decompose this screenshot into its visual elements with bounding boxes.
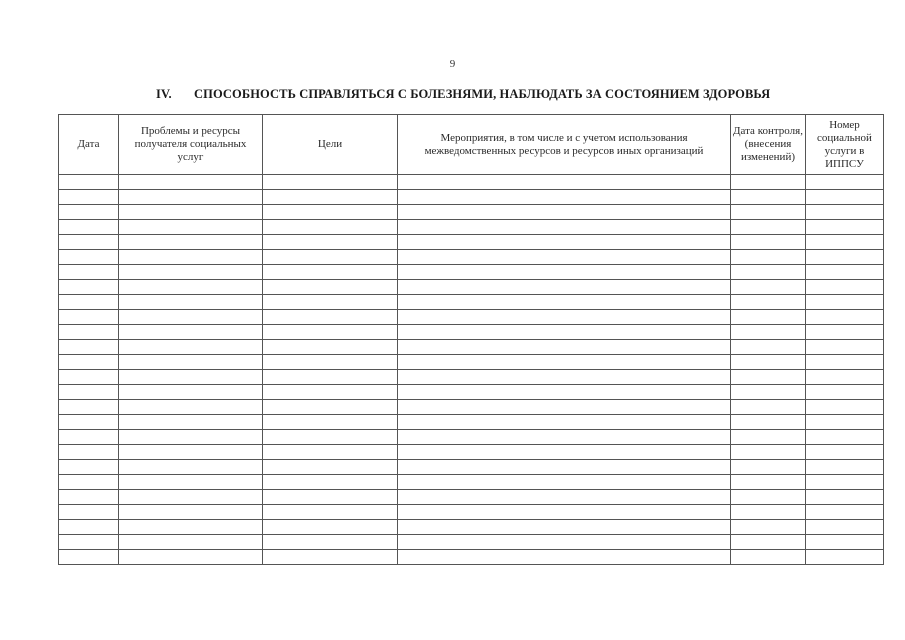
table-cell[interactable]: [806, 235, 884, 250]
table-cell[interactable]: [119, 355, 263, 370]
table-cell[interactable]: [731, 175, 806, 190]
table-cell[interactable]: [263, 310, 398, 325]
table-row: [59, 355, 884, 370]
table-cell[interactable]: [263, 490, 398, 505]
table-row: [59, 385, 884, 400]
table-cell[interactable]: [119, 505, 263, 520]
table-cell[interactable]: [731, 280, 806, 295]
column-header-control-date: Дата контроля, (внесения изменений): [731, 115, 806, 175]
table-cell[interactable]: [119, 520, 263, 535]
table-cell[interactable]: [806, 550, 884, 565]
table-cell[interactable]: [263, 190, 398, 205]
table-cell[interactable]: [59, 265, 119, 280]
table-cell[interactable]: [731, 370, 806, 385]
table-row: [59, 340, 884, 355]
table-cell[interactable]: [806, 415, 884, 430]
table-cell[interactable]: [263, 535, 398, 550]
table-cell[interactable]: [59, 445, 119, 460]
table-row: [59, 490, 884, 505]
table-cell[interactable]: [263, 520, 398, 535]
table-cell[interactable]: [263, 415, 398, 430]
table-cell[interactable]: [119, 385, 263, 400]
table-row: [59, 325, 884, 340]
table-cell[interactable]: [398, 355, 731, 370]
table-cell[interactable]: [398, 550, 731, 565]
table-cell[interactable]: [806, 370, 884, 385]
table-cell[interactable]: [59, 520, 119, 535]
table-cell[interactable]: [59, 190, 119, 205]
table-cell[interactable]: [263, 430, 398, 445]
table-cell[interactable]: [263, 370, 398, 385]
table-cell[interactable]: [119, 280, 263, 295]
table-cell[interactable]: [119, 535, 263, 550]
table-cell[interactable]: [263, 460, 398, 475]
table-row: [59, 400, 884, 415]
table-cell[interactable]: [59, 475, 119, 490]
table-cell[interactable]: [398, 415, 731, 430]
table-cell[interactable]: [806, 535, 884, 550]
table-cell[interactable]: [398, 310, 731, 325]
care-plan-table: [58, 114, 884, 565]
table-cell[interactable]: [263, 295, 398, 310]
table-cell[interactable]: [398, 370, 731, 385]
table-cell[interactable]: [59, 325, 119, 340]
table-cell[interactable]: [806, 430, 884, 445]
table-cell[interactable]: [731, 460, 806, 475]
table-cell[interactable]: [263, 355, 398, 370]
table-row: [59, 505, 884, 520]
table-cell[interactable]: [398, 295, 731, 310]
table-cell[interactable]: [119, 490, 263, 505]
table-row: [59, 175, 884, 190]
table-cell[interactable]: [806, 310, 884, 325]
table-cell[interactable]: [263, 475, 398, 490]
table-cell[interactable]: [119, 430, 263, 445]
table-cell[interactable]: [263, 325, 398, 340]
table-row: [59, 520, 884, 535]
table-cell[interactable]: [731, 295, 806, 310]
table-cell[interactable]: [59, 280, 119, 295]
table-cell[interactable]: [731, 220, 806, 235]
table-cell[interactable]: [398, 250, 731, 265]
table-cell[interactable]: [119, 325, 263, 340]
table-cell[interactable]: [59, 430, 119, 445]
table-cell[interactable]: [59, 490, 119, 505]
table-cell[interactable]: [119, 445, 263, 460]
table-cell[interactable]: [119, 205, 263, 220]
table-cell[interactable]: [263, 250, 398, 265]
table-cell[interactable]: [806, 295, 884, 310]
table-cell[interactable]: [398, 280, 731, 295]
table-cell[interactable]: [398, 265, 731, 280]
table-cell[interactable]: [731, 520, 806, 535]
table-cell[interactable]: [731, 310, 806, 325]
table-cell[interactable]: [59, 295, 119, 310]
table-cell[interactable]: [398, 445, 731, 460]
table-cell[interactable]: [59, 250, 119, 265]
table-cell[interactable]: [731, 235, 806, 250]
table-cell[interactable]: [119, 310, 263, 325]
table-cell[interactable]: [806, 355, 884, 370]
table-cell[interactable]: [119, 550, 263, 565]
table-cell[interactable]: [398, 205, 731, 220]
table-cell[interactable]: [731, 205, 806, 220]
table-cell[interactable]: [731, 535, 806, 550]
table-cell[interactable]: [731, 415, 806, 430]
table-row: [59, 535, 884, 550]
table-row: [59, 265, 884, 280]
table-cell[interactable]: [263, 400, 398, 415]
table-cell[interactable]: [398, 235, 731, 250]
column-header-date: Дата: [59, 115, 119, 175]
table-cell[interactable]: [731, 265, 806, 280]
table-cell[interactable]: [731, 430, 806, 445]
table-cell[interactable]: [731, 400, 806, 415]
table-cell[interactable]: [59, 340, 119, 355]
table-cell[interactable]: [59, 235, 119, 250]
table-cell[interactable]: [806, 490, 884, 505]
column-header-problems: Проблемы и ресурсы получателя социальных услуг: [119, 115, 263, 175]
column-header-service-number: Номер социальной услуги в ИППСУ: [806, 115, 884, 175]
table-cell[interactable]: [806, 250, 884, 265]
table-row: [59, 550, 884, 565]
table-cell[interactable]: [731, 505, 806, 520]
section-title: СПОСОБНОСТЬ СПРАВЛЯТЬСЯ С БОЛЕЗНЯМИ, НАБЛЮДАТЬ ЗА СОСТОЯНИЕМ ЗДОРОВЬЯ: [194, 87, 771, 101]
table-cell[interactable]: [398, 400, 731, 415]
table-cell[interactable]: [119, 340, 263, 355]
table-cell[interactable]: [263, 385, 398, 400]
section-number: IV.: [156, 87, 172, 101]
table-cell[interactable]: [263, 505, 398, 520]
table-cell[interactable]: [398, 490, 731, 505]
table-cell[interactable]: [59, 220, 119, 235]
table-cell[interactable]: [263, 445, 398, 460]
table-cell[interactable]: [59, 310, 119, 325]
table-row: [59, 475, 884, 490]
table-cell[interactable]: [59, 415, 119, 430]
table-cell[interactable]: [398, 475, 731, 490]
section-heading: [156, 87, 770, 102]
table-cell[interactable]: [59, 400, 119, 415]
table-row: [59, 445, 884, 460]
table-cell[interactable]: [806, 505, 884, 520]
table-cell[interactable]: [119, 415, 263, 430]
table-cell[interactable]: [263, 235, 398, 250]
table-cell[interactable]: [119, 235, 263, 250]
table-cell[interactable]: [398, 460, 731, 475]
table-cell[interactable]: [59, 460, 119, 475]
table-row: [59, 430, 884, 445]
table-cell[interactable]: [806, 190, 884, 205]
page-number: 9: [449, 58, 456, 70]
table-cell[interactable]: [263, 205, 398, 220]
table-cell[interactable]: [806, 325, 884, 340]
table-cell[interactable]: [398, 535, 731, 550]
table-cell[interactable]: [119, 370, 263, 385]
table-cell[interactable]: [119, 175, 263, 190]
table-cell[interactable]: [59, 370, 119, 385]
table-row: [59, 280, 884, 295]
table-cell[interactable]: [398, 175, 731, 190]
table-cell[interactable]: [398, 325, 731, 340]
table-cell[interactable]: [806, 340, 884, 355]
table-row: [59, 235, 884, 250]
table-cell[interactable]: [398, 190, 731, 205]
table-row: [59, 295, 884, 310]
table-cell[interactable]: [263, 265, 398, 280]
table-cell[interactable]: [731, 250, 806, 265]
table-cell[interactable]: [731, 190, 806, 205]
table-cell[interactable]: [59, 535, 119, 550]
table-header-row: [59, 115, 884, 175]
table-cell[interactable]: [398, 520, 731, 535]
table-cell[interactable]: [263, 175, 398, 190]
table-cell[interactable]: [263, 220, 398, 235]
table-cell[interactable]: [731, 490, 806, 505]
table-cell[interactable]: [119, 190, 263, 205]
table-cell[interactable]: [263, 280, 398, 295]
table-row: [59, 370, 884, 385]
table-cell[interactable]: [806, 520, 884, 535]
table-cell[interactable]: [119, 460, 263, 475]
table-cell[interactable]: [731, 445, 806, 460]
table-cell[interactable]: [398, 385, 731, 400]
table-row: [59, 310, 884, 325]
table-row: [59, 460, 884, 475]
table-cell[interactable]: [731, 385, 806, 400]
table-cell[interactable]: [119, 295, 263, 310]
table-cell[interactable]: [263, 340, 398, 355]
table-row: [59, 205, 884, 220]
table-cell[interactable]: [806, 460, 884, 475]
table-cell[interactable]: [119, 475, 263, 490]
table-cell[interactable]: [806, 205, 884, 220]
table-cell[interactable]: [59, 505, 119, 520]
table-cell[interactable]: [731, 355, 806, 370]
table-cell[interactable]: [731, 340, 806, 355]
column-header-activities: Мероприятия, в том числе и с учетом использования межведомственных ресурсов и ресурсов иных организаций: [398, 115, 731, 175]
table-cell[interactable]: [398, 505, 731, 520]
table-cell[interactable]: [59, 175, 119, 190]
table-cell[interactable]: [806, 280, 884, 295]
table-row: [59, 415, 884, 430]
table-cell[interactable]: [119, 400, 263, 415]
table-cell[interactable]: [806, 265, 884, 280]
table-cell[interactable]: [806, 475, 884, 490]
table-cell[interactable]: [806, 175, 884, 190]
table-cell[interactable]: [806, 220, 884, 235]
table-cell[interactable]: [806, 400, 884, 415]
table-cell[interactable]: [398, 430, 731, 445]
table-cell[interactable]: [398, 340, 731, 355]
table-cell[interactable]: [263, 550, 398, 565]
table-cell[interactable]: [59, 355, 119, 370]
table-cell[interactable]: [59, 550, 119, 565]
table-row: [59, 190, 884, 205]
table-row: [59, 220, 884, 235]
table-row: [59, 250, 884, 265]
table-cell[interactable]: [806, 445, 884, 460]
table-cell[interactable]: [59, 385, 119, 400]
table-cell[interactable]: [119, 220, 263, 235]
column-header-goals: Цели: [263, 115, 398, 175]
table-cell[interactable]: [806, 385, 884, 400]
table-cell[interactable]: [119, 250, 263, 265]
table-cell[interactable]: [731, 475, 806, 490]
table-cell[interactable]: [731, 550, 806, 565]
table-cell[interactable]: [119, 265, 263, 280]
table-cell[interactable]: [59, 205, 119, 220]
table-cell[interactable]: [398, 220, 731, 235]
table-cell[interactable]: [731, 325, 806, 340]
table-body: [59, 175, 884, 565]
